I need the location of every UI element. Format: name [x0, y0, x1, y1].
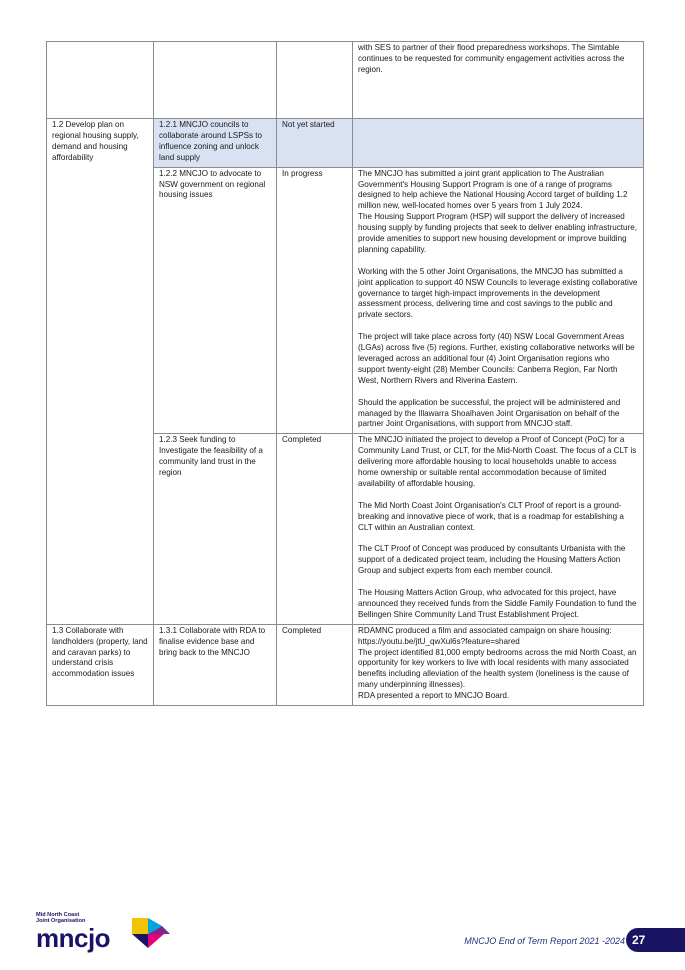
logo-wordmark: mncjo — [36, 923, 111, 953]
details-cell — [353, 119, 644, 168]
objective-cell — [47, 624, 154, 705]
details-paragraph: Should the application be successful, the project will be administered and managed by the Illawarra Shoalhaven Joint Organisation on behalf of the partner Joint Organisations, with support from MNCJO staff. — [358, 397, 621, 429]
status-text: Completed — [282, 435, 322, 445]
action-cell — [154, 42, 277, 119]
details-paragraph: with SES to partner of their flood preparedness workshops. The Simtable continues to be requested for community engagement activities across the region. — [358, 43, 625, 74]
housing-actions-table — [46, 41, 644, 706]
action-cell — [154, 624, 277, 705]
details-cell — [353, 167, 644, 434]
status-cell — [277, 167, 353, 434]
status-cell — [277, 624, 353, 705]
page-number-badge: 27 — [626, 928, 685, 952]
details-paragraph: The project will take place across forty (40) NSW Local Government Areas (LGAs) across five (5) regions. Further, existing collaborative networks will be leveraged across an additional four (4) Joint Organisation regions who support twenty-eight (28) Member Councils: Canberra Region, Far North West, Northern Rivers and Riverina Eastern. — [358, 332, 635, 385]
objective-cell — [47, 42, 154, 119]
mncjo-logo — [36, 912, 171, 952]
action-text: 1.3.1 Collaborate with RDA to finalise evidence base and bring back to the MNCJO — [159, 625, 266, 657]
action-text: 1.2.1 MNCJO councils to collaborate around LSPSs to influence zoning and unlock land supply — [159, 120, 263, 162]
details-cell — [353, 42, 644, 119]
details-paragraph: The Housing Support Program (HSP) will support the delivery of increased housing supply by funding projects that seek to deliver enabling infrastructure, provide amenities to support new housing development or improve building planning capability. — [358, 212, 637, 254]
objective-text: 1.2 Develop plan on regional housing supply, demand and housing affordability — [52, 120, 139, 162]
details-paragraph: The CLT Proof of Concept was produced by consultants Urbanista with the support of a dedicated project team, including the Housing Matters Action Group and subject experts from each member council. — [358, 544, 626, 576]
details-paragraph: RDAMNC produced a film and associated campaign on share housing: https://youtu.be/jtU_qwXul6s?feature=shared — [358, 625, 612, 646]
details-paragraph: The Mid North Coast Joint Organisation's CLT Proof of report is a ground-breaking and innovative piece of work, that is a roadmap for establishing a CLT within an Australian context. — [358, 500, 624, 532]
status-cell — [277, 119, 353, 168]
objective-cell — [47, 119, 154, 625]
status-text: In progress — [282, 168, 323, 178]
details-cell — [353, 434, 644, 624]
objective-text: 1.3 Collaborate with landholders (property, land and caravan parks) to understand crisis accommodation issues — [52, 625, 148, 679]
details-paragraph: The MNCJO has submitted a joint grant application to The Australian Government's Housing Support Program is one of a range of programs designed to help achieve the National Housing Accord target of building 1.2 million new, well-located homes over 5 years from 1 July 2024. — [358, 168, 628, 211]
report-title: MNCJO End of Term Report 2021 -2024 — [464, 936, 625, 946]
details-paragraph: The MNCJO initiated the project to develop a Proof of Concept (PoC) for a Community Land Trust, or CLT, for the Mid-North Coast. The focus of a CLT is delivering more affordable housing to local households unable to access home ownership or suitable rental accommodation because of limited availability of affordable housing. — [358, 435, 637, 488]
logo-line: Mid North Coast — [36, 912, 80, 918]
action-cell — [154, 119, 277, 168]
details-paragraph: RDA presented a report to MNCJO Board. — [358, 691, 510, 701]
table-row — [47, 119, 644, 168]
action-cell — [154, 167, 277, 434]
details-paragraph: The Housing Matters Action Group, who advocated for this project, have announced they received funds from the Siddle Family Foundation to fund the Bellingen Shire Community Land Trust Establishment Project. — [358, 587, 637, 619]
table-row — [47, 42, 644, 119]
logo-line: Joint Organisation — [36, 918, 86, 925]
status-cell — [277, 434, 353, 624]
details-paragraph: Working with the 5 other Joint Organisations, the MNCJO has submitted a joint application to support 40 NSW Councils to leverage existing collaborative governance to target high-impact improvements in the development assessment process, delivering time and cost savings to the public and private sectors. — [358, 266, 638, 320]
details-cell — [353, 624, 644, 705]
action-cell — [154, 434, 277, 624]
status-text: Completed — [282, 625, 322, 635]
details-paragraph: The project identified 81,000 empty bedrooms across the mid North Coast, an opportunity for key workers to live with local residents with many associated benefits including alleviation of the health system (loneliness is the cause of many underpinning illnesses). — [358, 647, 637, 690]
status-cell — [277, 42, 353, 119]
table-row — [47, 624, 644, 705]
logo-mark-icon — [124, 914, 170, 948]
status-text: Not yet started — [282, 120, 335, 129]
action-text: 1.2.2 MNCJO to advocate to NSW government on regional housing issues — [159, 168, 266, 200]
action-text: 1.2.3 Seek funding to Investigate the feasibility of a community land trust in the region — [159, 435, 263, 478]
